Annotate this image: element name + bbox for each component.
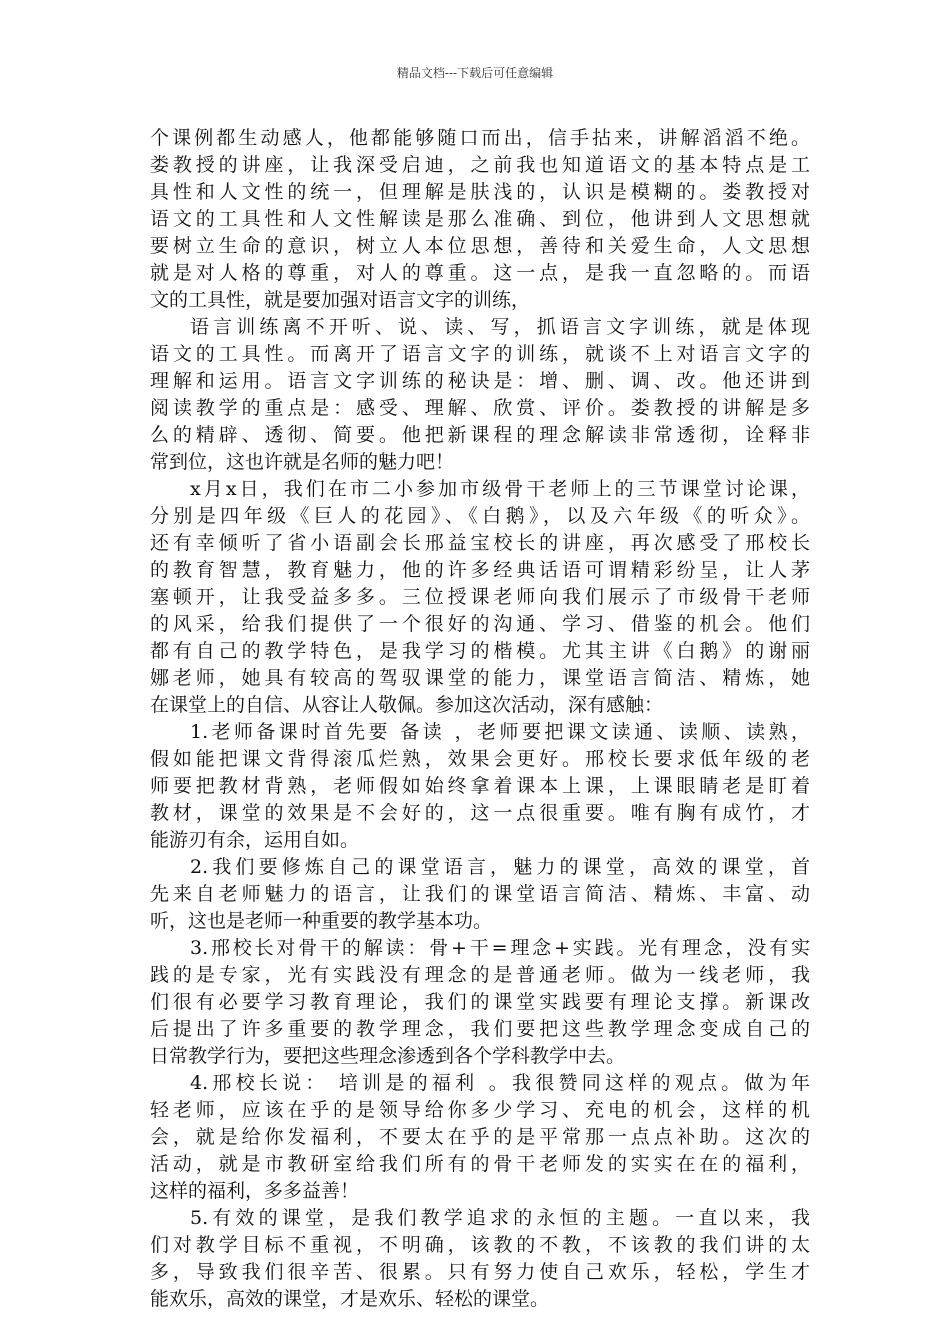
text-line: 理解和运用。语言文字训练的秘诀是：增、删、调、改。他还讲到 (150, 370, 810, 392)
text-line: 后提出了许多重要的教学理念，我们要把这些教学理念变成自己的 (150, 1018, 810, 1040)
paragraph (150, 935, 810, 1070)
text-line: x月x日，我们在市二小参加市级骨干老师上的三节课堂讨论课， (190, 478, 810, 500)
text-line: 要树立生命的意识，树立人本位思想，善待和关爱生命，人文思想 (150, 235, 810, 257)
text-line: 们对教学目标不重视，不明确，该教的不教，不该教的我们讲的太 (150, 1234, 810, 1256)
page-header: 精品文档---下载后可任意编辑 (396, 66, 554, 80)
text-line: 语文的工具性。而离开了语言文字的训练，就谈不上对语言文字的 (150, 343, 810, 365)
text-line: 娄教授的讲座，让我深受启迪，之前我也知道语文的基本特点是工 (150, 154, 810, 176)
text-line: 娜老师，她具有较高的驾驭课堂的能力，课堂语言简洁、精炼，她 (150, 667, 810, 689)
text-line: 常到位，这也许就是名师的魅力吧！ (150, 451, 455, 473)
text-line: 在课堂上的自信、从容让人敬佩。参加这次活动，深有感触： (150, 694, 664, 716)
text-line: 听，这也是老师一种重要的教学基本功。 (150, 910, 493, 932)
paragraph (150, 1205, 810, 1313)
text-line: 会，就是给你发福利，不要太在乎的是平常那一点点补助。这次的 (150, 1126, 810, 1148)
text-line: 先来自老师魅力的语言，让我们的课堂语言简洁、精炼、丰富、动 (150, 883, 810, 905)
paragraph (150, 854, 810, 935)
text-line: 2.我们要修炼自己的课堂语言，魅力的课堂，高效的课堂，首 (190, 856, 810, 878)
text-line: 能游刃有余，运用自如。 (150, 829, 360, 851)
paragraph (150, 125, 810, 314)
text-line: 个课例都生动感人，他都能够随口而出，信手拈来，讲解滔滔不绝。 (150, 127, 810, 149)
text-line: 日常教学行为，要把这些理念渗透到各个学科教学中去。 (150, 1045, 626, 1067)
text-line: 们很有必要学习教育理论，我们的课堂实践要有理论支撑。新课改 (150, 991, 810, 1013)
text-line: 3.邢校长对骨干的解读：骨+干=理念+实践。光有理念，没有实 (190, 937, 810, 959)
text-line: 么的精辟、透彻、简要。他把新课程的理念解读非常透彻，诠释非 (150, 424, 810, 446)
text-line: 能欢乐，高效的课堂，才是欢乐、轻松的课堂。 (150, 1288, 550, 1310)
text-line: 塞顿开，让我受益多多。三位授课老师向我们展示了市级骨干老师 (150, 586, 810, 608)
text-line: 都有自己的教学特色，是我学习的楷模。尤其主讲《白鹅》的谢丽 (150, 640, 810, 662)
text-line: 践的是专家，光有实践没有理念的是普通老师。做为一线老师，我 (150, 964, 810, 986)
text-line: 的风采，给我们提供了一个很好的沟通、学习、借鉴的机会。他们 (150, 613, 810, 635)
text-line: 师要把教材背熟，老师假如始终拿着课本上课，上课眼睛老是盯着 (150, 775, 810, 797)
text-line: 多，导致我们很辛苦、很累。只有努力使自己欢乐，轻松，学生才 (150, 1261, 810, 1283)
paragraph (150, 476, 810, 719)
text-line: 还有幸倾听了省小语副会长邢益宝校长的讲座，再次感受了邢校长 (150, 532, 810, 554)
text-line: 文的工具性，就是要加强对语言文字的训练， (150, 289, 531, 311)
text-line: 5.有效的课堂，是我们教学追求的永恒的主题。一直以来，我 (190, 1207, 810, 1229)
text-line: 语文的工具性和人文性解读是那么准确、到位，他讲到人文思想就 (150, 208, 810, 230)
text-line: 分别是四年级《巨人的花园》、《白鹅》，以及六年级《的听众》。 (150, 505, 810, 527)
text-line: 轻老师，应该在乎的是领导给你多少学习、充电的机会，这样的机 (150, 1099, 810, 1121)
text-line: 活动，就是市教研室给我们所有的骨干老师发的实实在在的福利， (150, 1153, 810, 1175)
text-line: 这样的福利，多多益善！ (150, 1180, 360, 1202)
paragraph (150, 1070, 810, 1205)
text-line: 假如能把课文背得滚瓜烂熟，效果会更好。邢校长要求低年级的老 (150, 748, 810, 770)
paragraph (150, 314, 810, 476)
paragraph (150, 719, 810, 854)
text-line: 的教育智慧，教育魅力，他的许多经典话语可谓精彩纷呈，让人茅 (150, 559, 810, 581)
document-body (150, 125, 810, 1313)
text-line: 阅读教学的重点是：感受、理解、欣赏、评价。娄教授的讲解是多 (150, 397, 810, 419)
text-line: 具性和人文性的统一，但理解是肤浅的，认识是模糊的。娄教授对 (150, 181, 810, 203)
text-line: 就是对人格的尊重，对人的尊重。这一点，是我一直忽略的。而语 (150, 262, 810, 284)
text-line: 语言训练离不开听、说、读、写，抓语言文字训练，就是体现 (190, 316, 810, 338)
text-line: 4.邢校长说： 培训是的福利 。我很赞同这样的观点。做为年 (190, 1072, 810, 1094)
text-line: 教材，课堂的效果是不会好的，这一点很重要。唯有胸有成竹，才 (150, 802, 810, 824)
text-line: 1.老师备课时首先要 备读 ，老师要把课文读通、读顺、读熟， (190, 721, 810, 743)
